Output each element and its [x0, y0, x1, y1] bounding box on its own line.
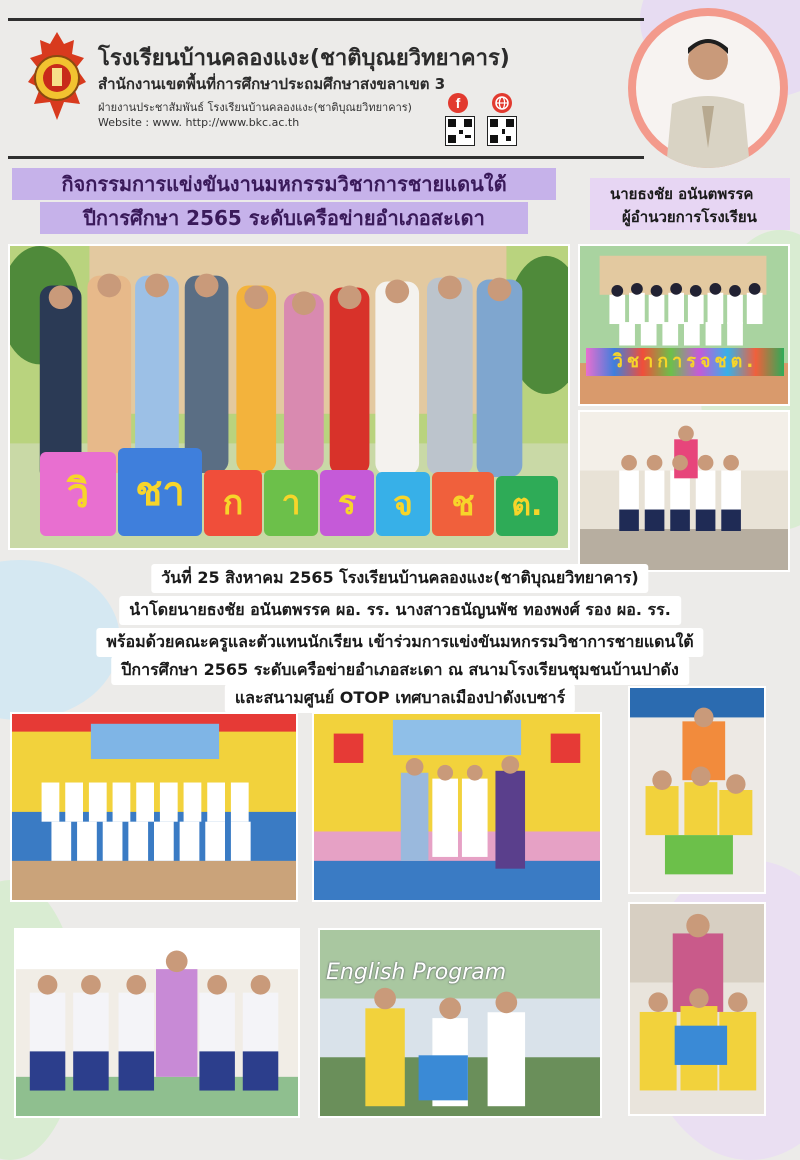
photo-english-program — [318, 928, 602, 1118]
letter-cube: ต. — [496, 476, 558, 536]
director-name: นายธงชัย อนันตพรรค — [610, 185, 754, 203]
photo-students-indoor-group — [10, 712, 298, 902]
letter-cube: ชา — [118, 448, 202, 536]
website-text: Website : www. http://www.bkc.ac.th — [98, 116, 300, 129]
letter-cube: ช — [432, 472, 494, 536]
english-program-sign: English Program — [326, 960, 507, 985]
web-icon[interactable] — [492, 93, 512, 113]
school-logo — [22, 30, 92, 125]
photo-kindergarten-craft — [628, 686, 766, 894]
body-text-line: นำโดยนายธงชัย อนันตพรรค ผอ. รร. นางสาวธนัญนพัช ทองพงศ์ รอง ผอ. รร. — [119, 596, 681, 625]
facebook-qr-code — [445, 116, 475, 146]
body-text-line: วันที่ 25 สิงหาคม 2565 โรงเรียนบ้านคลองแงะ(ชาติบุณยวิทยาคาร) — [151, 564, 648, 593]
school-name: โรงเรียนบ้านคลองแงะ(ชาติบุณยวิทยาคาร) — [98, 46, 510, 71]
letter-cube: ร — [320, 470, 374, 536]
body-text-line: และสนามศูนย์ OTOP เทศบาลเมืองปาดังเบซาร์ — [225, 684, 575, 713]
letter-cube: วิ — [40, 452, 116, 536]
body-text-line: พร้อมด้วยคณะครูและตัวแทนนักเรียน เข้าร่วมการแข่งขันมหกรรมวิชาการชายแดนใต้ — [96, 628, 703, 657]
photo-students-stage — [578, 244, 790, 406]
facebook-icon[interactable]: f — [448, 93, 468, 113]
small-cube-banner: วิชาการจชต. — [586, 348, 784, 376]
director-role: ผู้อำนวยการโรงเรียน — [622, 208, 757, 226]
body-text-line: ปีการศึกษา 2565 ระดับเครือข่ายอำเภอสะเดา ณ สนามโรงเรียนชุมชนบ้านปาดัง — [111, 656, 689, 685]
letter-cube: ก — [204, 470, 262, 536]
header-bottom-rule — [8, 156, 644, 159]
photo-girls-with-teacher — [14, 928, 300, 1118]
pr-department: ฝ่ายงานประชาสัมพันธ์ โรงเรียนบ้านคลองแงะ(ชาติบุณยวิทยาคาร) — [98, 101, 412, 114]
event-title-line1: กิจกรรมการแข่งขันงานมหกรรมวิชาการชายแดนใต้ — [12, 168, 556, 200]
photo-main-group — [8, 244, 570, 550]
director-portrait — [628, 8, 788, 168]
letter-cube: จ — [376, 472, 430, 536]
photo-students-lineup — [578, 410, 790, 572]
letter-cube-row — [40, 448, 560, 538]
director-label — [590, 178, 790, 230]
website-qr-code — [487, 116, 517, 146]
photo-teachers-students-stage — [312, 712, 602, 902]
education-office: สำนักงานเขตพื้นที่การศึกษาประถมศึกษาสงขลาเขต 3 — [98, 75, 446, 93]
letter-cube: า — [264, 470, 318, 536]
header-top-rule — [8, 18, 644, 21]
photo-kindergarten-award — [628, 902, 766, 1116]
event-title-line2: ปีการศึกษา 2565 ระดับเครือข่ายอำเภอสะเดา — [40, 202, 528, 234]
